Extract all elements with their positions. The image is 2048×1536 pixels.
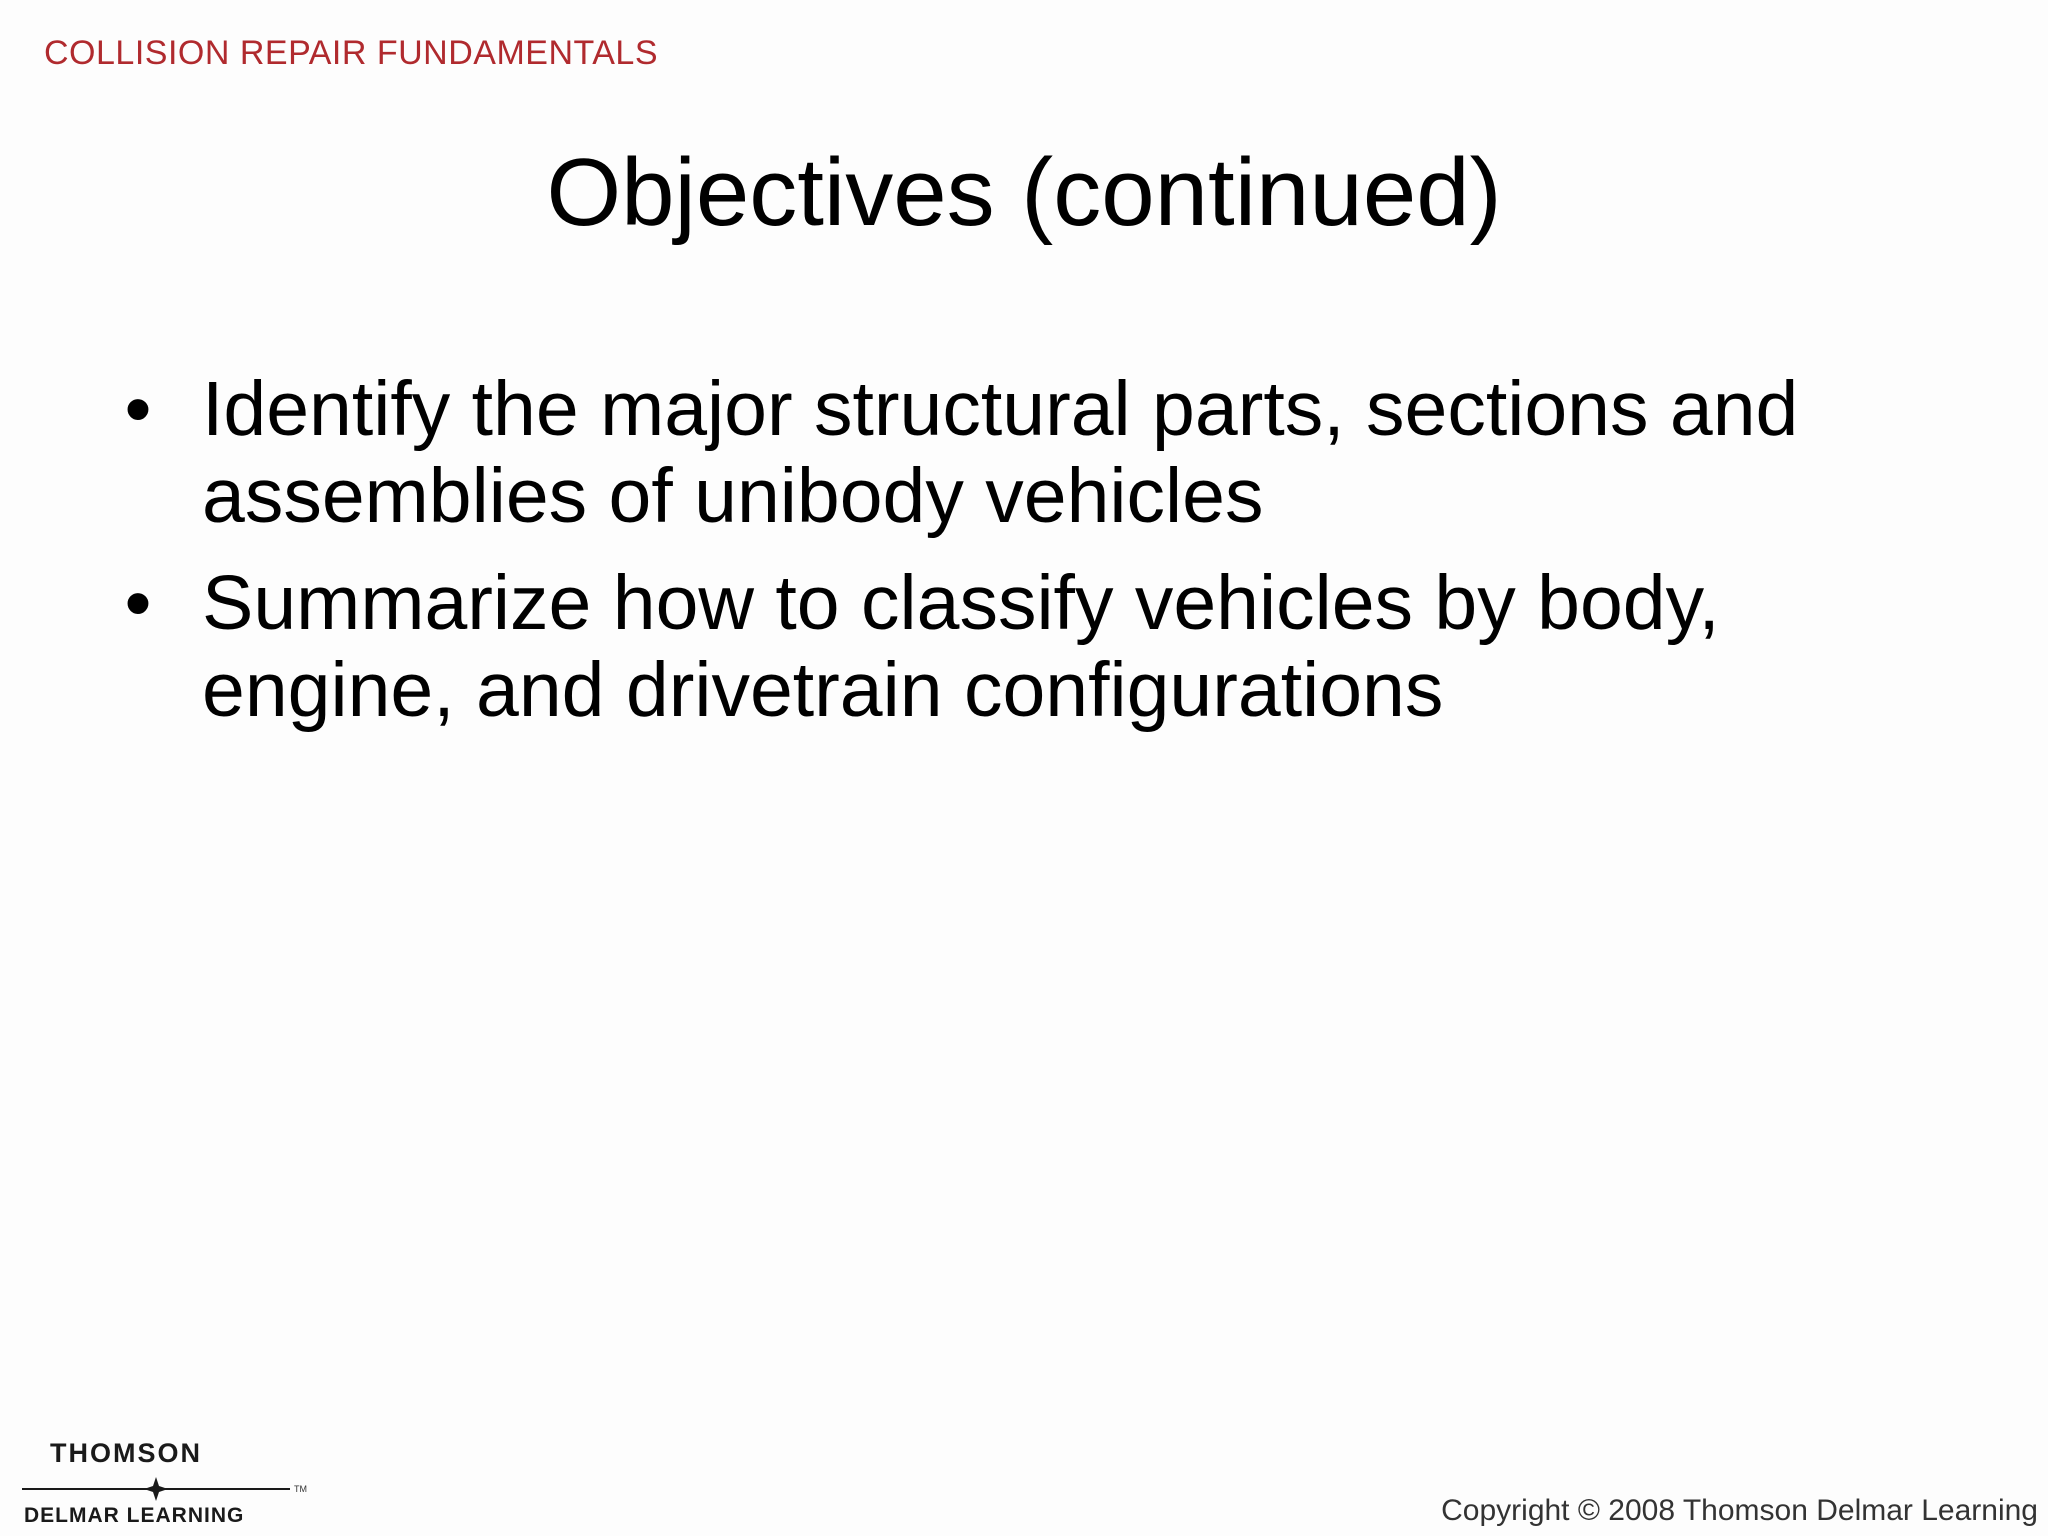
logo-star-line-icon <box>22 1476 290 1502</box>
logo-bottom-text: DELMAR LEARNING <box>24 1504 245 1527</box>
logo-trademark: TM <box>294 1484 307 1494</box>
bullet-dot-icon: • <box>124 366 152 452</box>
bullet-list <box>118 366 1938 754</box>
slide-title: Objectives (continued) <box>546 139 1502 246</box>
bullet-text: Identify the major structural parts, sections and assemblies of unibody vehicles <box>202 366 1799 539</box>
bullet-dot-icon: • <box>124 560 152 646</box>
bullet-text: Summarize how to classify vehicles by body, engine, and drivetrain configurations <box>202 560 1720 733</box>
logo-top-text: THOMSON <box>50 1438 202 1468</box>
bullet-item <box>118 560 1938 734</box>
bullet-item <box>118 366 1938 540</box>
header-brand: COLLISION REPAIR FUNDAMENTALS <box>44 34 659 72</box>
thomson-delmar-logo <box>22 1438 312 1530</box>
copyright-notice: Copyright © 2008 Thomson Delmar Learning <box>1441 1494 2038 1527</box>
